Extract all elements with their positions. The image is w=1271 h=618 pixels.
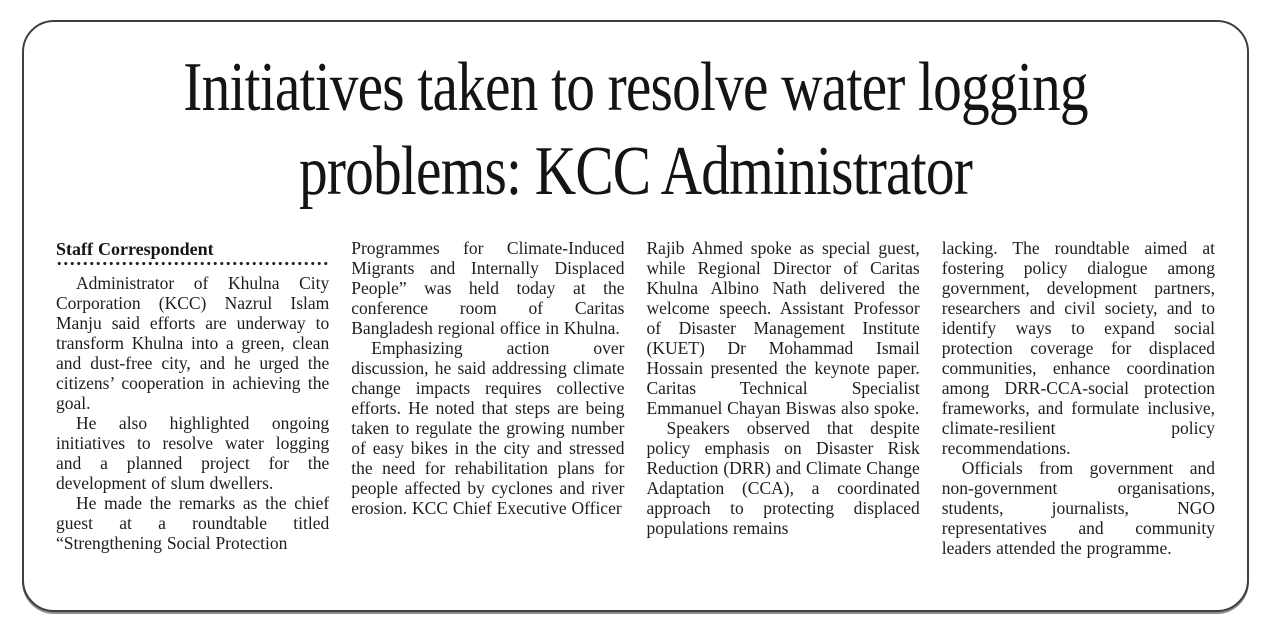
paragraph: Rajib Ahmed spoke as special guest, while Regional Director of Caritas Khulna Albino Nath delivered the welcome speech. Assistant Professor of Disaster Management Institute (KUET) Dr Mohammad Ismail Hossain presented the keynote paper. Caritas Technical Specialist Emmanuel Chayan Biswas also spoke. (646, 238, 920, 418)
headline-line-1: Initiatives taken to resolve water logging (183, 49, 1088, 126)
article-headline (54, 46, 1217, 214)
paragraph: Speakers observed that despite policy emphasis on Disaster Risk Reduction (DRR) and Climate Change Adaptation (CCA), a coordinated approach to protecting displaced populations remains (646, 418, 920, 538)
paragraph: Emphasizing action over discussion, he said addressing climate change impacts requires collective efforts. He noted that steps are being taken to regulate the growing number of easy bikes in the city and stressed the need for rehabilitation plans for people affected by cyclones and river erosion. KCC Chief Executive Officer (351, 338, 625, 518)
paragraph: Administrator of Khulna City Corporation (KCC) Nazrul Islam Manju said efforts are underway to transform Khulna into a green, clean and dust-free city, and he urged the citizens’ cooperation in achieving the goal. (56, 273, 330, 413)
article-column-4 (942, 238, 1215, 558)
newspaper-clipping-frame (22, 20, 1249, 612)
article-column-2 (351, 238, 624, 558)
headline-line-2: problems: KCC Administrator (298, 133, 973, 210)
paragraph: lacking. The roundtable aimed at fostering policy dialogue among government, development partners, researchers and civil society, and to identify ways to expand social protection coverage for displaced communities, enhance coordination among DRR-CCA-social protection frameworks, and formulate inclusive, climate-resilient policy recommendations. (941, 238, 1215, 458)
article-column-1 (56, 238, 329, 558)
byline: Staff Correspondent (56, 239, 214, 259)
paragraph: Officials from government and non-government organisations, students, journalists, NGO representatives and community leaders attended the programme. (941, 458, 1215, 558)
paragraph: He also highlighted ongoing initiatives to resolve water logging and a planned project for the development of slum dwellers. (56, 413, 330, 493)
paragraph: Programmes for Climate-Induced Migrants and Internally Displaced People” was held today at the conference room of Caritas Bangladesh regional office in Khulna. (351, 238, 625, 338)
article-column-3 (647, 238, 920, 558)
byline-dotted-rule (56, 261, 329, 266)
paragraph: He made the remarks as the chief guest at a roundtable titled “Strengthening Social Protection (56, 493, 330, 553)
article-columns (54, 238, 1217, 558)
